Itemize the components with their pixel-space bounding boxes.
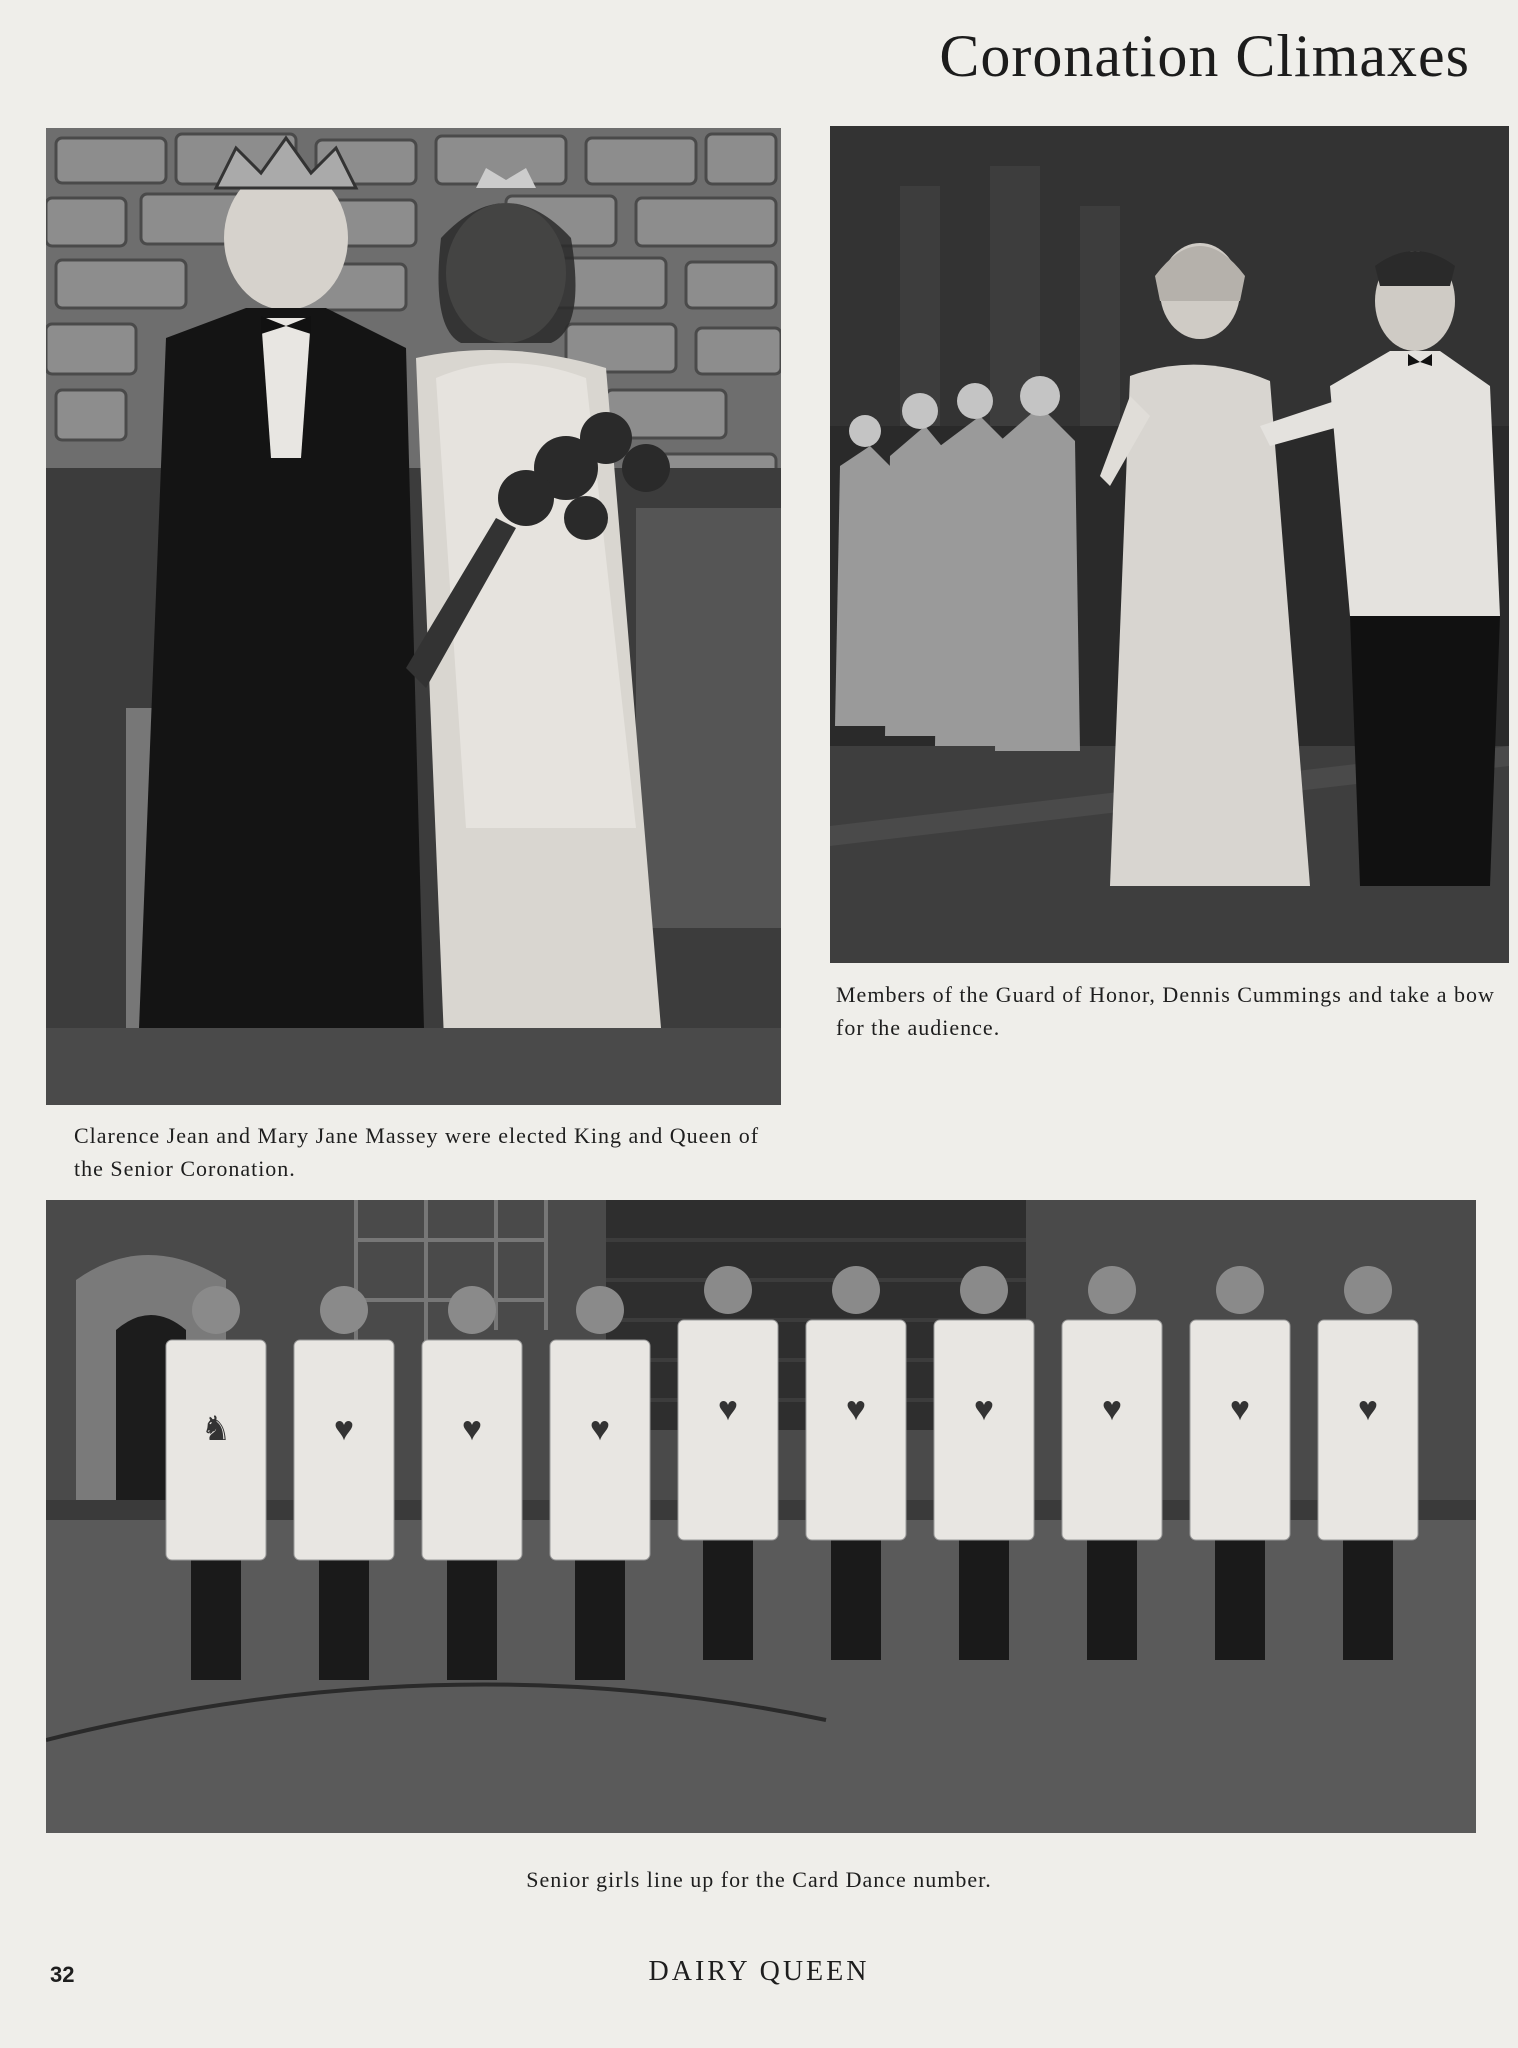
king-queen-photo	[46, 128, 781, 1105]
svg-text:♥: ♥	[1101, 1391, 1123, 1428]
king-queen-caption: Clarence Jean and Mary Jane Massey were elected King and Queen of the Senior Coronation.	[74, 1123, 760, 1181]
svg-text:♥: ♥	[973, 1391, 995, 1428]
guard-caption: Members of the Guard of Honor, Dennis Cummings and take a bow for the audience.	[836, 982, 1495, 1040]
svg-text:♥: ♥	[1229, 1391, 1251, 1428]
card-dance-caption: Senior girls line up for the Card Dance number.	[526, 1867, 992, 1892]
svg-text:♥: ♥	[1357, 1391, 1379, 1428]
svg-text:♥: ♥	[461, 1411, 483, 1448]
page-title: Coronation Climaxes	[939, 23, 1470, 89]
guard-of-honor-photo	[830, 126, 1509, 963]
svg-text:♞: ♞	[200, 1411, 232, 1448]
svg-text:♥: ♥	[717, 1391, 739, 1428]
svg-text:♥: ♥	[333, 1411, 355, 1448]
page-number: 32	[50, 1962, 75, 1987]
svg-text:♥: ♥	[589, 1411, 611, 1448]
footer-title: DAIRY QUEEN	[648, 1956, 870, 1987]
card-dance-photo	[46, 1200, 1476, 1833]
svg-text:♥: ♥	[845, 1391, 867, 1428]
